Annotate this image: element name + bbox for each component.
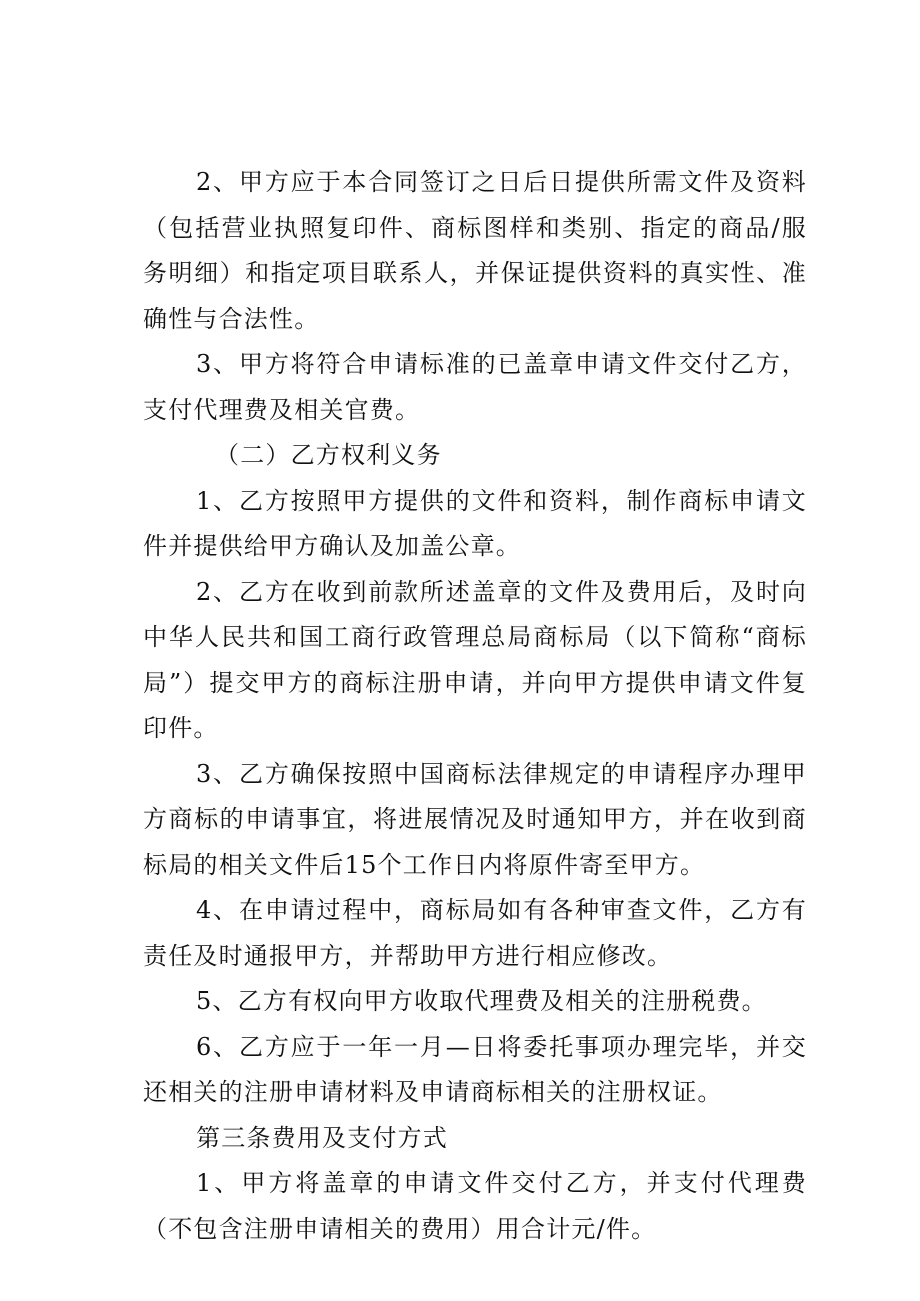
paragraph-party-b-submit-application: 2、乙方在收到前款所述盖章的文件及费用后，及时向中华人民共和国工商行政管理总局商标局（以下简称“商标局”）提交甲方的商标注册申请，并向甲方提供申请文件复印件。 xyxy=(143,577,807,742)
section-heading-party-b-rights: （二）乙方权利义务 xyxy=(215,441,442,469)
document-body xyxy=(143,160,807,1252)
section-heading-fees-payment: 第三条费用及支付方式 xyxy=(196,1123,448,1152)
paragraph-party-b-prepare-application: 1、乙方按照甲方提供的文件和资料，制作商标申请文件并提供给甲方确认及加盖公章。 xyxy=(143,486,807,560)
paragraph-party-b-collect-fees: 5、乙方有权向甲方收取代理费及相关的注册税费。 xyxy=(196,987,767,1015)
paragraph-party-b-completion-deadline: 6、乙方应于一年一月—日将委托事项办理完毕，并交还相关的注册申请材料及申请商标相关的注册权证。 xyxy=(143,1032,807,1106)
paragraph-fee-amount: 1、甲方将盖章的申请文件交付乙方，并支付代理费（不包含注册申请相关的费用）用合计元/件。 xyxy=(143,1169,807,1243)
paragraph-party-b-handle-procedure: 3、乙方确保按照中国商标法律规定的申请程序办理甲方商标的申请事宜，将进展情况及时通知甲方，并在收到商标局的相关文件后15个工作日内将原件寄至甲方。 xyxy=(143,759,807,879)
paragraph-party-a-pay-fees: 3、甲方将符合申请标准的已盖章申请文件交付乙方，支付代理费及相关官费。 xyxy=(143,350,807,424)
paragraph-party-b-review-notice: 4、在申请过程中，商标局如有各种审查文件，乙方有责任及时通报甲方，并帮助甲方进行相应修改。 xyxy=(143,896,807,970)
paragraph-party-a-provide-documents: 2、甲方应于本合同签订之日后日提供所需文件及资料（包括营业执照复印件、商标图样和类别、指定的商品/服务明细）和指定项目联系人，并保证提供资料的真实性、准确性与合法性。 xyxy=(143,168,807,333)
